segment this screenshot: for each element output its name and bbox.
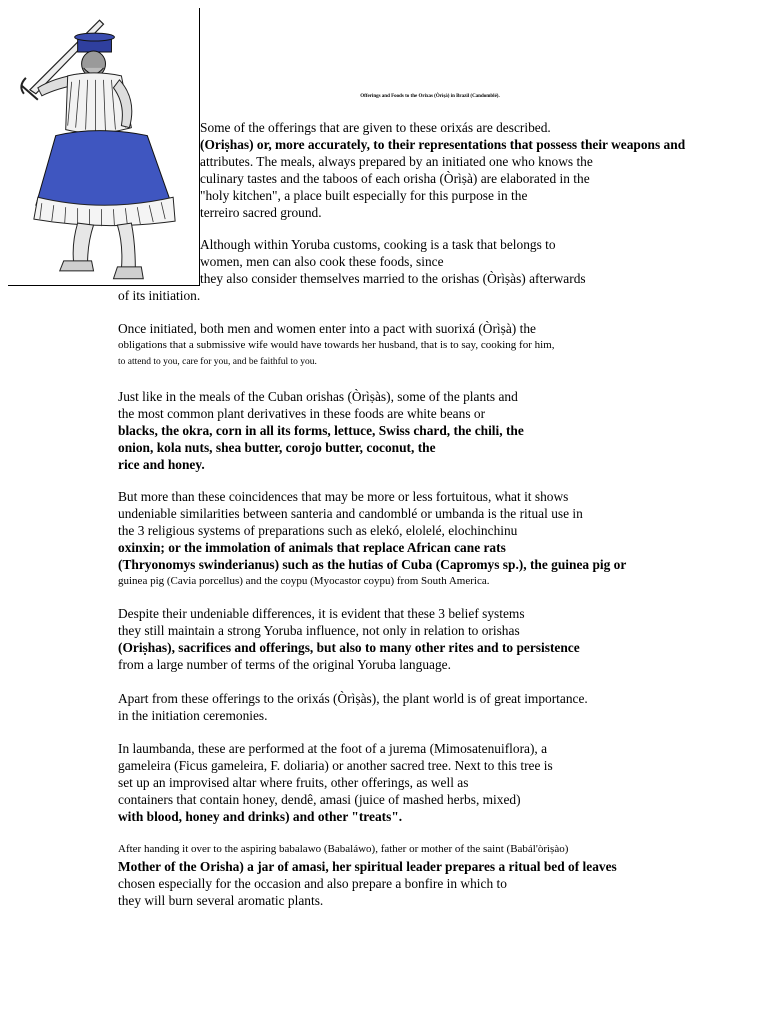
text-line: (Oriṣhas), sacrifices and offerings, but also to many other rites and to persistence [118,640,580,655]
text-line: of its initiation. [118,288,201,303]
text-line: they will burn several aromatic plants. [118,893,324,908]
text-line: Despite their undeniable differences, it is evident that these 3 belief systems [118,606,525,621]
text-line: to attend to you, care for you, and be faithful to you. [118,357,317,367]
text-line: Apart from these offerings to the orixás (Òrìṣàs), the plant world is of great importance. [118,691,588,706]
text-line: containers that contain honey, dendê, amasi (juice of mashed herbs, mixed) [118,792,521,807]
text-line: they still maintain a strong Yoruba influence, not only in relation to orishas [118,623,520,638]
text-line: onion, kola nuts, shea butter, corojo butter, coconut, the [118,440,436,455]
text-line: Just like in the meals of the Cuban orishas (Òrìṣàs), some of the plants and [118,389,518,404]
text-line: After handing it over to the aspiring babalawo (Babaláwo), father or mother of the saint (Babál'òrìṣào) [118,843,569,855]
text-line: (Thryonomys swinderianus) such as the hutias of Cuba (Capromys sp.), the guinea pig or [118,557,627,572]
text-line: obligations that a submissive wife would have towards her husband, that is to say, cooking for him, [118,339,555,351]
text-line: terreiro sacred ground. [200,205,322,220]
text-line: guinea pig (Cavia porcellus) and the coypu (Myocastor coypu) from South America. [118,575,490,587]
text-line: in the initiation ceremonies. [118,708,268,723]
text-line: from a large number of terms of the original Yoruba language. [118,657,451,672]
text-line: (Oriṣhas) or, more accurately, to their representations that possess their weapons and [200,137,686,152]
warrior-figure-drawing [8,8,199,285]
text-line: Once initiated, both men and women enter into a pact with suorixá (Òrìṣà) the [118,321,536,336]
text-line: gameleira (Ficus gameleira, F. doliaria) or another sacred tree. Next to this tree is [118,758,553,773]
text-line: Although within Yoruba customs, cooking is a task that belongs to [200,237,556,252]
text-line: blacks, the okra, corn in all its forms, lettuce, Swiss chard, the chili, the [118,423,524,438]
text-line: Mother of the Orisha) a jar of amasi, her spiritual leader prepares a ritual bed of leaves [118,859,617,874]
text-line: they also consider themselves married to the orishas (Òrìṣàs) afterwards [200,271,586,286]
text-line: rice and honey. [118,457,205,472]
text-line: oxinxin; or the immolation of animals that replace African cane rats [118,540,506,555]
text-line: the most common plant derivatives in these foods are white beans or [118,406,486,421]
text-line: undeniable similarities between santeria and candomblé or umbanda is the ritual use in [118,506,583,521]
text-line: chosen especially for the occasion and also prepare a bonfire in which to [118,876,507,891]
text-line: In laumbanda, these are performed at the foot of a jurema (Mimosatenuiflora), a [118,741,548,756]
text-line: women, men can also cook these foods, since [200,254,444,269]
text-line: Some of the offerings that are given to these orixás are described. [200,120,551,135]
text-line: set up an improvised altar where fruits, other offerings, as well as [118,775,469,790]
orisha-warrior-illustration [8,8,200,286]
text-line: attributes. The meals, always prepared by an initiated one who knows the [200,154,593,169]
text-line: "holy kitchen", a place built especially for this purpose in the [200,188,528,203]
document-title: Offerings and Foods to the Orixas (Òrìṣà) in Brazil (Candomblé). [360,94,500,99]
text-line: with blood, honey and drinks) and other "treats". [118,809,403,824]
text-line: But more than these coincidences that may be more or less fortuitous, what it shows [118,489,569,504]
text-line: culinary tastes and the taboos of each orisha (Òrìṣà) are elaborated in the [200,171,590,186]
text-line: the 3 religious systems of preparations such as elekó, elolelé, elochinchinu [118,523,518,538]
